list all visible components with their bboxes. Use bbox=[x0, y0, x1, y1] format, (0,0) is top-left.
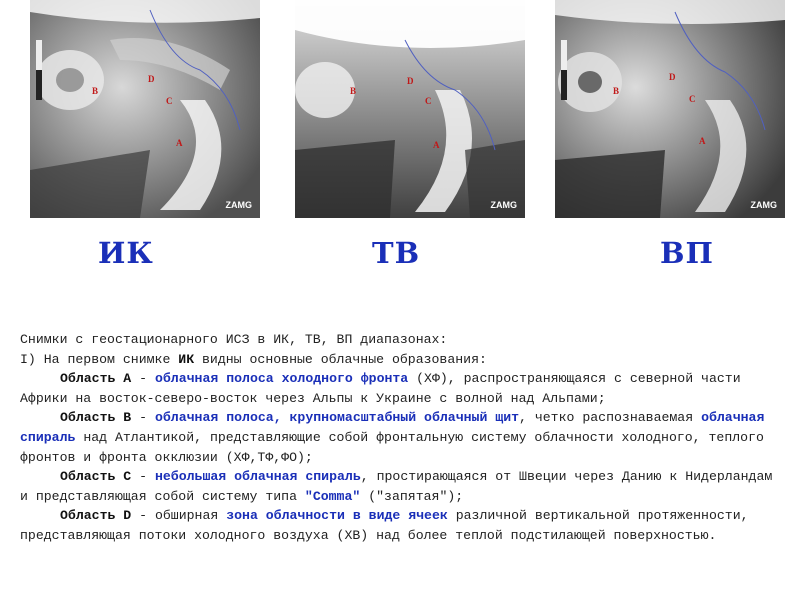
satellite-image-vis bbox=[295, 0, 525, 218]
wv-mark-c: C bbox=[689, 94, 696, 104]
vis-zamg-logo: ZAMG bbox=[490, 200, 517, 210]
area-a-paragraph: Область A - облачная полоса холодного фронта (ХФ), распространяющаяся с северной части Африки на восток-северо-восток через Альпы к Украине с волной над Альпами; bbox=[20, 371, 741, 406]
ir-zamg-logo: ZAMG bbox=[225, 200, 252, 210]
vis-mark-a: A bbox=[433, 140, 440, 150]
wv-mark-a: A bbox=[699, 136, 706, 146]
area-d-paragraph: Область D - обширная зона облачности в виде ячеек различной вертикальной протяженности, представляющая потоки холодного воздуха (ХВ) над более теплой подстилающей поверхностью. bbox=[20, 508, 749, 543]
satellite-image-wv bbox=[555, 0, 785, 218]
area-b-paragraph: Область B - облачная полоса, крупномасштабный облачный щит, четко распознаваемая облачная спираль над Атлантикой, представляющие собой фронтальную систему облачности холодного, теплого фронтов и фронта окклюзии (ХФ,ТФ,ФО); bbox=[20, 410, 765, 465]
wv-mark-d: D bbox=[669, 72, 676, 82]
caption-wv: ВП bbox=[660, 236, 714, 270]
caption-vis: ТВ bbox=[372, 236, 421, 270]
wv-mark-b: B bbox=[613, 86, 620, 96]
vis-mark-c: C bbox=[425, 96, 432, 106]
vis-mark-d: D bbox=[407, 76, 414, 86]
ir-mark-b: B bbox=[92, 86, 99, 96]
ir-mark-d: D bbox=[148, 74, 155, 84]
vis-image-graphic bbox=[295, 0, 525, 218]
area-c-paragraph: Область C - небольшая облачная спираль, простирающаяся от Швеции через Данию к Нидерландам и представляющая собой систему типа "Comma" ("запятая"); bbox=[20, 469, 773, 504]
intro-line: Снимки с геостационарного ИСЗ в ИК, ТВ, ВП диапазонах: bbox=[20, 332, 448, 347]
wv-image-graphic bbox=[555, 0, 785, 218]
description-text bbox=[20, 330, 785, 546]
caption-ir: ИК bbox=[98, 236, 154, 270]
ir-image-graphic bbox=[30, 0, 260, 218]
wv-zamg-logo: ZAMG bbox=[750, 200, 777, 210]
satellite-image-ir bbox=[30, 0, 260, 218]
ir-mark-c: C bbox=[166, 96, 173, 106]
item-1-line: I) На первом снимке ИК видны основные облачные образования: bbox=[20, 351, 487, 367]
vis-mark-b: B bbox=[350, 86, 357, 96]
ir-mark-a: A bbox=[176, 138, 183, 148]
